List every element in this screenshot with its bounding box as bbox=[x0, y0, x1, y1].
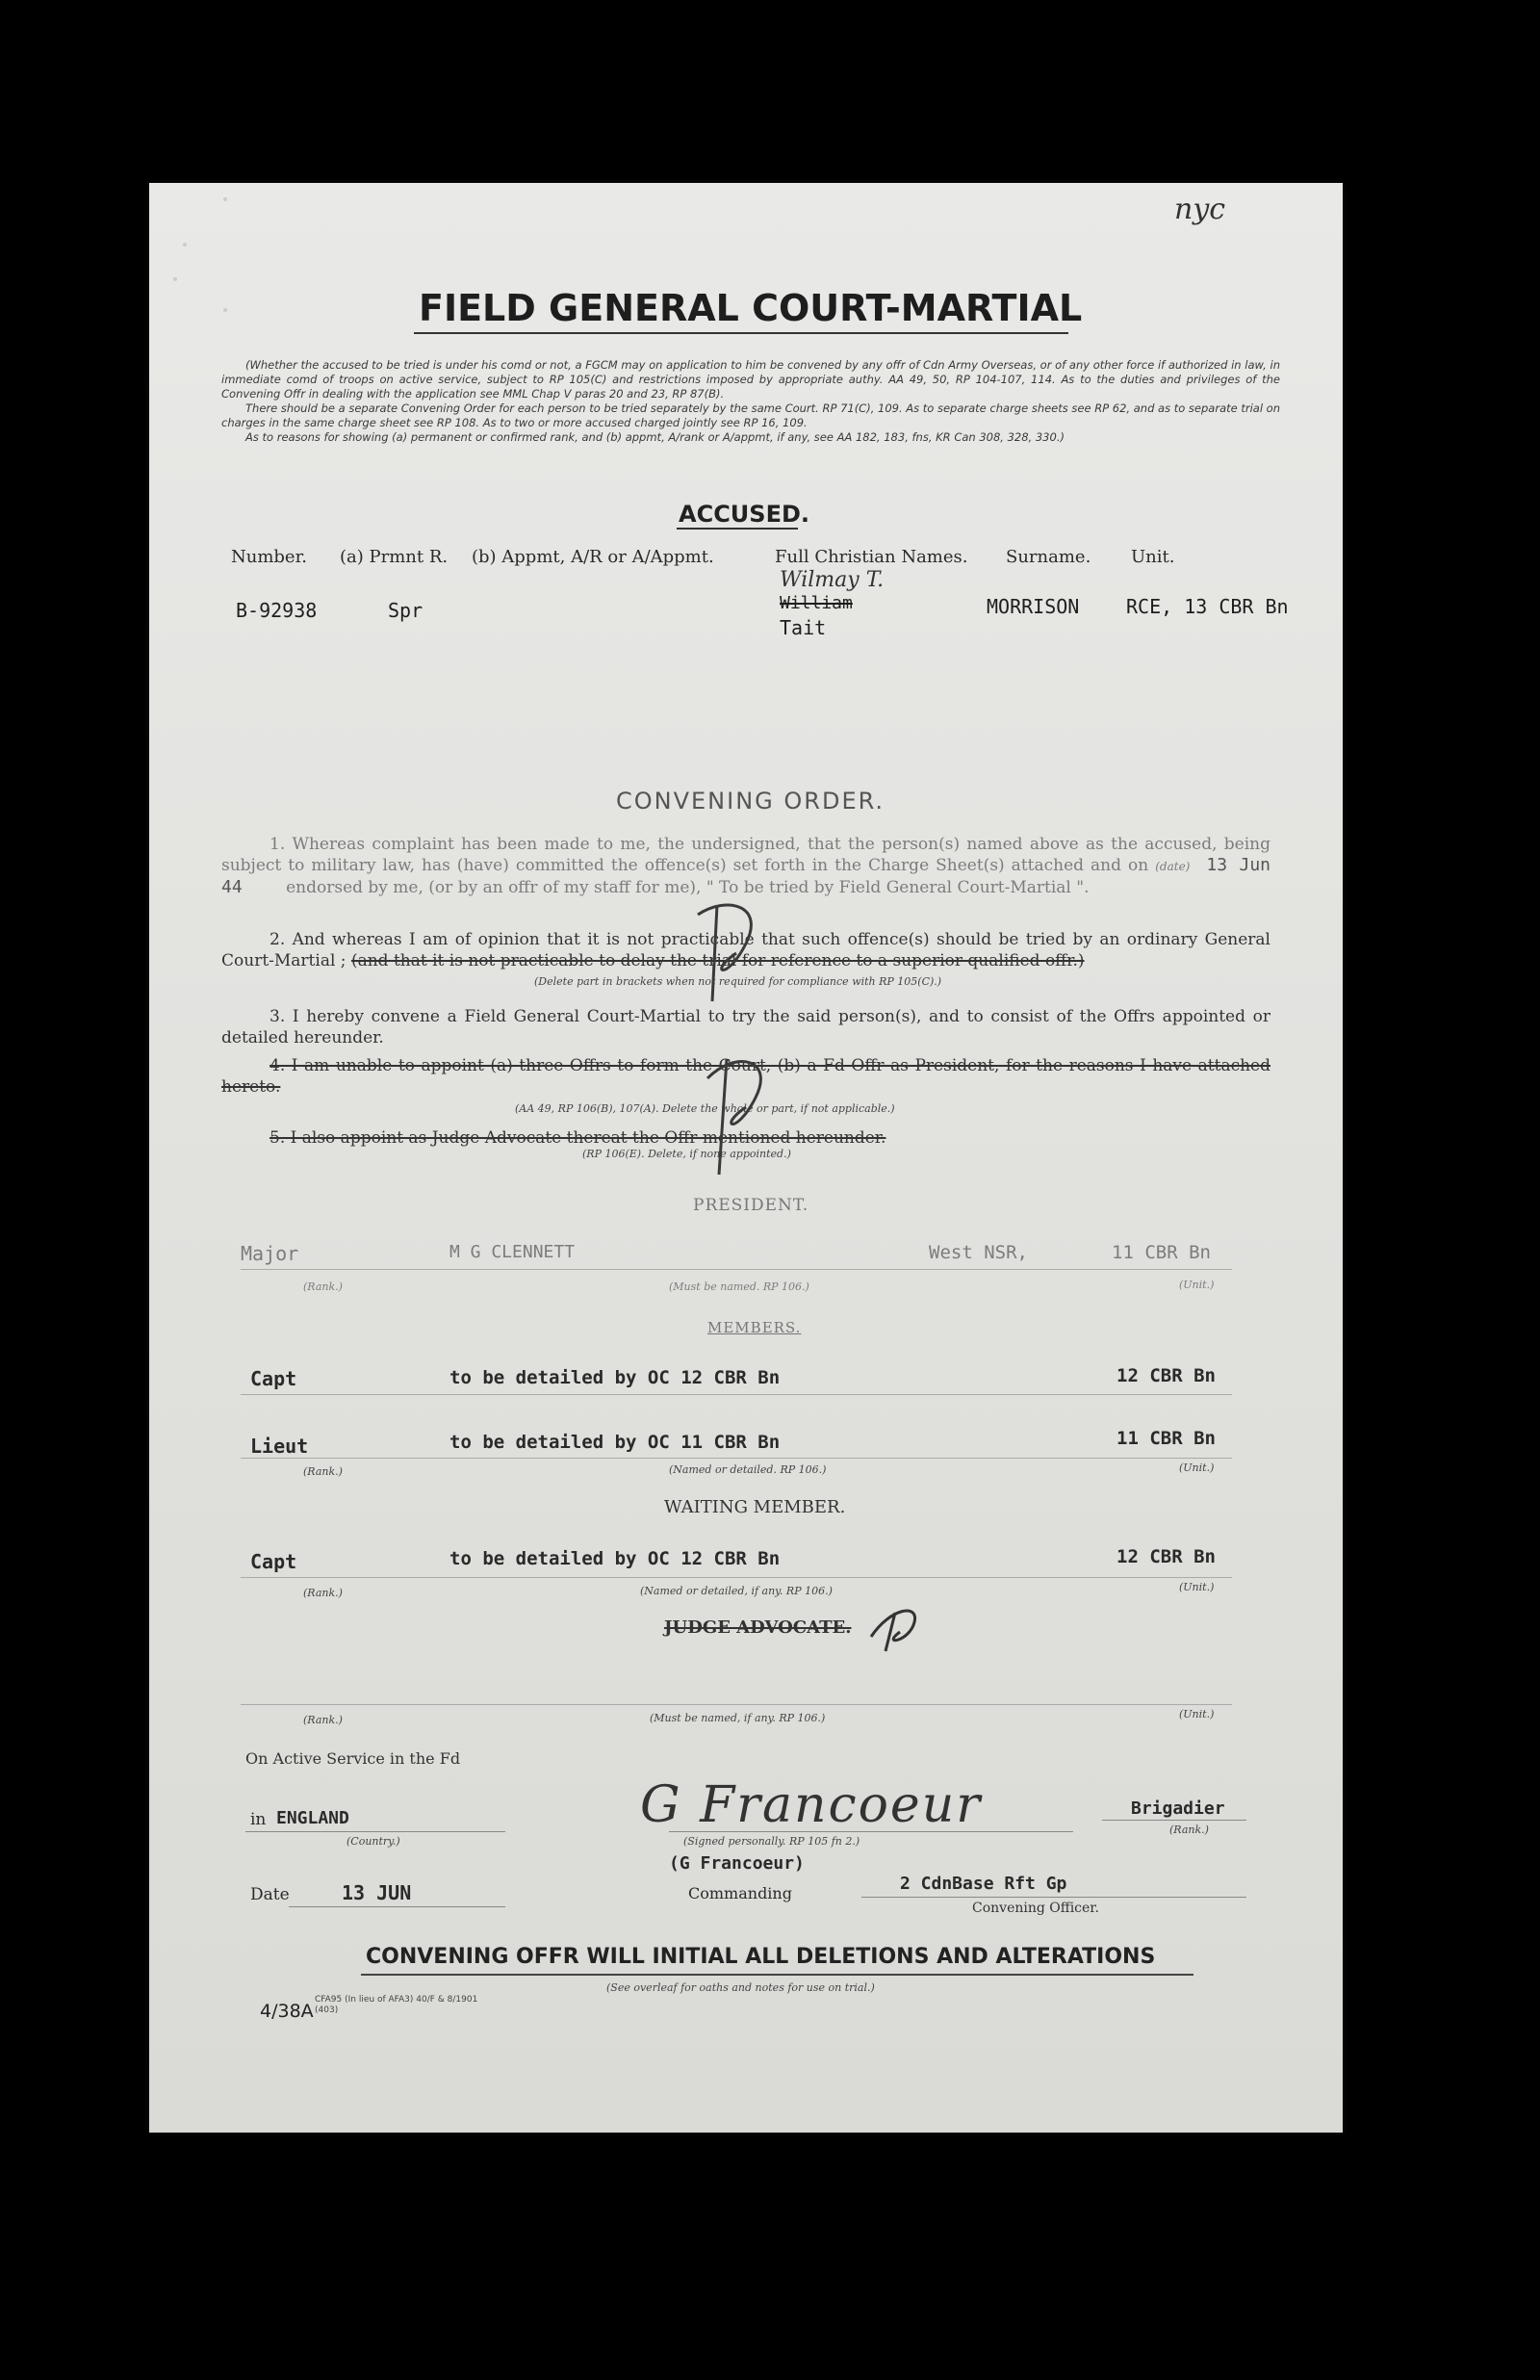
president-heading: PRESIDENT. bbox=[693, 1196, 809, 1215]
president-name: M G CLENNETT bbox=[449, 1242, 576, 1262]
date-label: (date) bbox=[1155, 860, 1191, 873]
notice: CONVENING OFFR WILL INITIAL ALL DELETIONS AND ALTERATIONS bbox=[366, 1945, 1156, 1969]
col-surname: Surname. bbox=[1006, 547, 1091, 567]
title-underline bbox=[414, 332, 1068, 334]
command: 2 CdnBase Rft Gp bbox=[900, 1874, 1067, 1894]
accused-heading: ACCUSED. bbox=[679, 501, 810, 528]
date-rule bbox=[289, 1906, 505, 1907]
para-5-note: (RP 106(E). Delete, if none appointed.) bbox=[582, 1148, 791, 1160]
offence-date: 13 Jun 44 bbox=[221, 855, 1271, 897]
president-rank-label: (Rank.) bbox=[303, 1281, 343, 1293]
judge-rank-label: (Rank.) bbox=[303, 1714, 343, 1726]
members-rank-label: (Rank.) bbox=[303, 1465, 343, 1478]
member-1-rank: Capt bbox=[250, 1367, 297, 1390]
film-speck bbox=[183, 243, 187, 246]
rank-rule bbox=[1102, 1820, 1246, 1821]
convening-para-3: 3. I hereby convene a Field General Court-Martial to try the said person(s), and to consist of the Offrs appointed or detailed hereunder. bbox=[221, 1007, 1270, 1048]
president-unit: 11 CBR Bn bbox=[1112, 1242, 1211, 1263]
members-heading: MEMBERS. bbox=[707, 1319, 802, 1336]
col-prmnt-rank: (a) Prmnt R. bbox=[340, 547, 449, 567]
signature: G Francoeur bbox=[640, 1776, 983, 1834]
convening-para-5: 5. I also appoint as Judge Advocate thereat the Offr mentioned hereunder. bbox=[270, 1128, 886, 1148]
form-sub-reference: CFA95 (In lieu of AFA3) 40/F & 8/1901 (403) bbox=[315, 1995, 478, 2015]
date-label-footer: Date bbox=[250, 1885, 290, 1904]
waiting-name-note: (Named or detailed, if any. RP 106.) bbox=[640, 1585, 833, 1597]
initials-scribble bbox=[659, 886, 813, 1203]
waiting-heading: WAITING MEMBER. bbox=[664, 1497, 846, 1517]
accused-underline bbox=[677, 528, 798, 530]
col-christian-names: Full Christian Names. bbox=[775, 547, 968, 567]
instructions-block bbox=[221, 358, 1280, 445]
member-2-rule bbox=[241, 1458, 1232, 1459]
president-name-note: (Must be named. RP 106.) bbox=[669, 1281, 809, 1293]
overleaf-note: (See overleaf for oaths and notes for use on trial.) bbox=[606, 1981, 875, 1994]
col-appmt: (b) Appmt, A/R or A/Appmt. bbox=[472, 547, 714, 567]
instruction-para-3: As to reasons for showing (a) permanent or confirmed rank, and (b) appmt, A/rank or A/appmt, if any, see AA 182, 183, fns, KR Can 308, 328, 330.) bbox=[245, 430, 1065, 444]
waiting-unit: 12 CBR Bn bbox=[1116, 1546, 1216, 1567]
signature-rule bbox=[669, 1831, 1073, 1832]
member-2-name: to be detailed by OC 11 CBR Bn bbox=[449, 1432, 781, 1453]
members-unit-label: (Unit.) bbox=[1179, 1462, 1215, 1474]
member-2-rank: Lieut bbox=[250, 1435, 309, 1458]
order-date: 13 JUN bbox=[342, 1881, 412, 1904]
command-rule bbox=[861, 1897, 1246, 1898]
court-martial-form bbox=[149, 183, 1343, 2133]
film-speck bbox=[173, 277, 177, 281]
col-unit: Unit. bbox=[1131, 547, 1175, 567]
in-label: in bbox=[250, 1810, 267, 1829]
form-title: FIELD GENERAL COURT-MARTIAL bbox=[419, 287, 1083, 329]
para-2-struck: (and that it is not practicable to delay the trial for reference to a superior qualified offr.) bbox=[350, 951, 1085, 970]
president-regiment: West NSR, bbox=[929, 1242, 1028, 1263]
president-unit-label: (Unit.) bbox=[1179, 1279, 1215, 1291]
judge-initials-scribble bbox=[861, 1598, 948, 1656]
judge-rule bbox=[241, 1704, 1232, 1705]
president-rule bbox=[241, 1269, 1232, 1270]
accused-surname: MORRISON bbox=[987, 595, 1080, 618]
member-1-rule bbox=[241, 1394, 1232, 1395]
convening-para-4: 4. I am unable to appoint (a) three Offrs to form the Court, (b) a Fd Offr as President, for the reasons I have attached hereto. bbox=[221, 1056, 1270, 1097]
name-struck: William bbox=[780, 593, 853, 613]
name-correction: Wilmay T. bbox=[780, 568, 885, 592]
notice-underline bbox=[361, 1974, 1194, 1976]
name-second: Tait bbox=[780, 616, 827, 639]
waiting-rank: Capt bbox=[250, 1550, 297, 1573]
waiting-name: to be detailed by OC 12 CBR Bn bbox=[449, 1548, 781, 1569]
convening-officer-label: Convening Officer. bbox=[972, 1901, 1099, 1916]
convening-heading: CONVENING ORDER. bbox=[616, 788, 886, 815]
form-number: 4/38A bbox=[260, 2001, 314, 2022]
member-1-name: to be detailed by OC 12 CBR Bn bbox=[449, 1367, 781, 1388]
country: ENGLAND bbox=[276, 1808, 349, 1828]
waiting-rank-label: (Rank.) bbox=[303, 1587, 343, 1599]
para-1-endorsed: endorsed by me, (or by an offr of my staff for me), " To be tried by Field General Court-Martial ". bbox=[286, 878, 1090, 897]
country-label: (Country.) bbox=[346, 1835, 400, 1848]
para-4-note: (AA 49, RP 106(B), 107(A). Delete the whole or part, if not applicable.) bbox=[515, 1102, 895, 1115]
judge-name-note: (Must be named, if any. RP 106.) bbox=[650, 1712, 826, 1724]
waiting-unit-label: (Unit.) bbox=[1179, 1581, 1215, 1593]
accused-rank: Spr bbox=[388, 599, 424, 622]
para-2-text: 2. And whereas I am of opinion that it is not practicable that such offence(s) should be tried by an ordinary General Court-Martial ; bbox=[221, 930, 1270, 970]
accused-unit: RCE, 13 CBR Bn bbox=[1126, 595, 1289, 618]
waiting-rule bbox=[241, 1577, 1232, 1578]
instruction-para-2: There should be a separate Convening Order for each person to be tried separately by the same Court. RP 71(C), 109. As to separate charge sheets see RP 62, and as to separate trial on charges in the same charge sheet see RP 108. As to two or more accused charged jointly see RP 16, 109. bbox=[221, 401, 1281, 429]
signer-rank: Brigadier bbox=[1131, 1798, 1225, 1819]
para-2-note: (Delete part in brackets when not required for compliance with RP 105(C).) bbox=[534, 975, 942, 988]
film-speck bbox=[223, 308, 227, 312]
col-number: Number. bbox=[231, 547, 307, 567]
accused-number: B-92938 bbox=[236, 599, 318, 622]
member-1-unit: 12 CBR Bn bbox=[1116, 1365, 1216, 1386]
member-2-unit: 11 CBR Bn bbox=[1116, 1428, 1216, 1449]
commanding-label: Commanding bbox=[688, 1884, 792, 1902]
para-1-text: 1. Whereas complaint has been made to me, the undersigned, that the person(s) named above as the accused, being subject to military law, has (have) committed the offence(s) set forth in the Charge Sheet(s) attached and on bbox=[221, 835, 1270, 875]
signed-note: (Signed personally. RP 105 fn 2.) bbox=[683, 1835, 860, 1848]
president-rank: Major bbox=[241, 1242, 299, 1265]
instruction-para-1: (Whether the accused to be tried is under his comd or not, a FGCM may on application to him be convened by any offr of Cdn Army Overseas, or of any other force if authorized in law, in immediate comd of troops on active service, subject to RP 105(C) and restrictions imposed by appropriate authy. AA 49, 50, RP 104-107, 114. As to the duties and privileges of the Convening Offr in dealing with the application see MML Chap V paras 20 and 23, RP 87(B). bbox=[221, 358, 1280, 401]
judge-unit-label: (Unit.) bbox=[1179, 1708, 1215, 1720]
printed-name: (G Francoeur) bbox=[669, 1853, 805, 1874]
initials-mark: nyc bbox=[1174, 193, 1226, 226]
film-speck bbox=[223, 197, 227, 201]
country-rule bbox=[245, 1831, 505, 1832]
active-service-label: On Active Service in the Fd bbox=[245, 1749, 461, 1768]
signer-rank-label: (Rank.) bbox=[1169, 1824, 1209, 1836]
judge-heading: JUDGE ADVOCATE. bbox=[664, 1617, 852, 1638]
members-name-note: (Named or detailed. RP 106.) bbox=[669, 1463, 827, 1476]
